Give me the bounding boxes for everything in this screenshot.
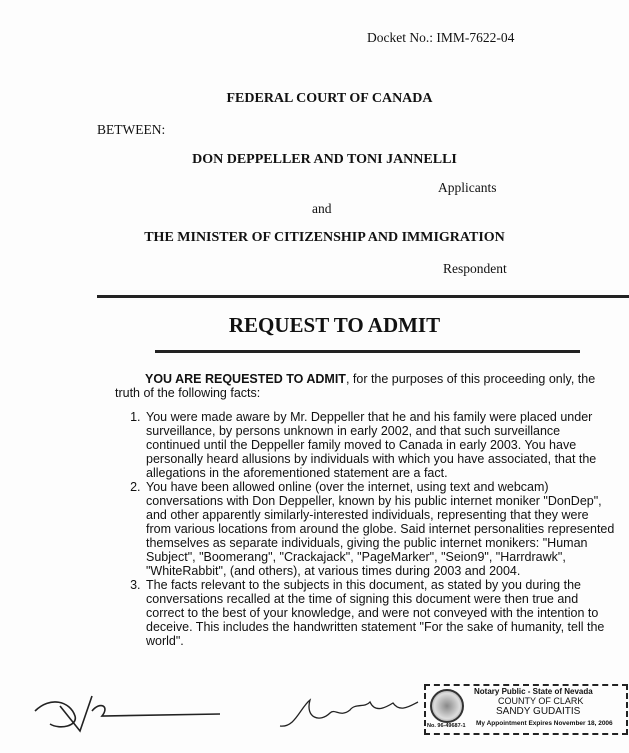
applicants-label: Applicants: [438, 180, 497, 195]
between-label: BETWEEN:: [97, 122, 166, 137]
respondent-name: THE MINISTER OF CITIZENSHIP AND IMMIGRATION: [144, 230, 505, 245]
fact-item: 2. You have been allowed online (over the internet, using text and webcam) conversations with Don Deppeller, known by his public internet moniker "DonDep", and other apparently similarly-interested individuals, representing that they were from various locations from around the globe. Said internet personalities represented themselves as separate individuals, giving the public internet monikers: "Human Subject", "Boomerang", "Crackajack", "PageMarker", "Seion9", "Harrdrawk", "WhiteRabbit", (and others), at various times during 2003 and 2004.: [144, 480, 617, 578]
docket-number: Docket No.: IMM-7622-04: [367, 30, 515, 45]
intro-text: , for the purposes of this proceeding only, the truth of the following facts:: [115, 372, 596, 400]
fact-item: 3. The facts relevant to the subjects in this document, as stated by you during the conversations recalled at the time of signing this document were then true and correct to the best of your knowledge, and were not conveyed with the intention to deceive. This includes the handwritten statement "For the sake of humanity, tell the world".: [144, 578, 617, 648]
intro-bold: YOU ARE REQUESTED TO ADMIT: [145, 372, 346, 386]
and-label: and: [312, 201, 332, 216]
stamp-expiry: My Appointment Expires November 18, 2006: [476, 720, 613, 727]
document-body: [117, 372, 617, 648]
stamp-number: No. 96-49687-1: [427, 723, 466, 729]
respondent-label: Respondent: [443, 261, 507, 276]
fact-item: 1. You were made aware by Mr. Deppeller that he and his family were placed under surveillance, by persons unknown in early 2002, and that such surveillance continued until the Deppeller family moved to Canada in early 2003. You have personally heard allusions by individuals with which you have associated, that the allegations in the aforementioned statement are a fact.: [144, 410, 617, 480]
document-title: REQUEST TO ADMIT: [228, 313, 441, 337]
notary-seal-icon: [430, 689, 464, 723]
court-name: FEDERAL COURT OF CANADA: [226, 91, 433, 106]
applicants-names: DON DEPPELLER AND TONI JANNELLI: [192, 152, 457, 167]
facts-list: [117, 410, 617, 648]
notary-stamp: [424, 684, 628, 735]
stamp-notary-name: SANDY GUDAITIS: [496, 706, 581, 717]
stamp-line1: Notary Public - State of Nevada: [474, 687, 593, 696]
notary-signature: [275, 688, 420, 733]
divider-bottom: [155, 350, 580, 353]
applicant-signature: [30, 686, 240, 736]
intro-paragraph: [115, 372, 617, 400]
stamp-county: COUNTY OF CLARK: [498, 696, 584, 706]
divider-top: [97, 295, 629, 298]
